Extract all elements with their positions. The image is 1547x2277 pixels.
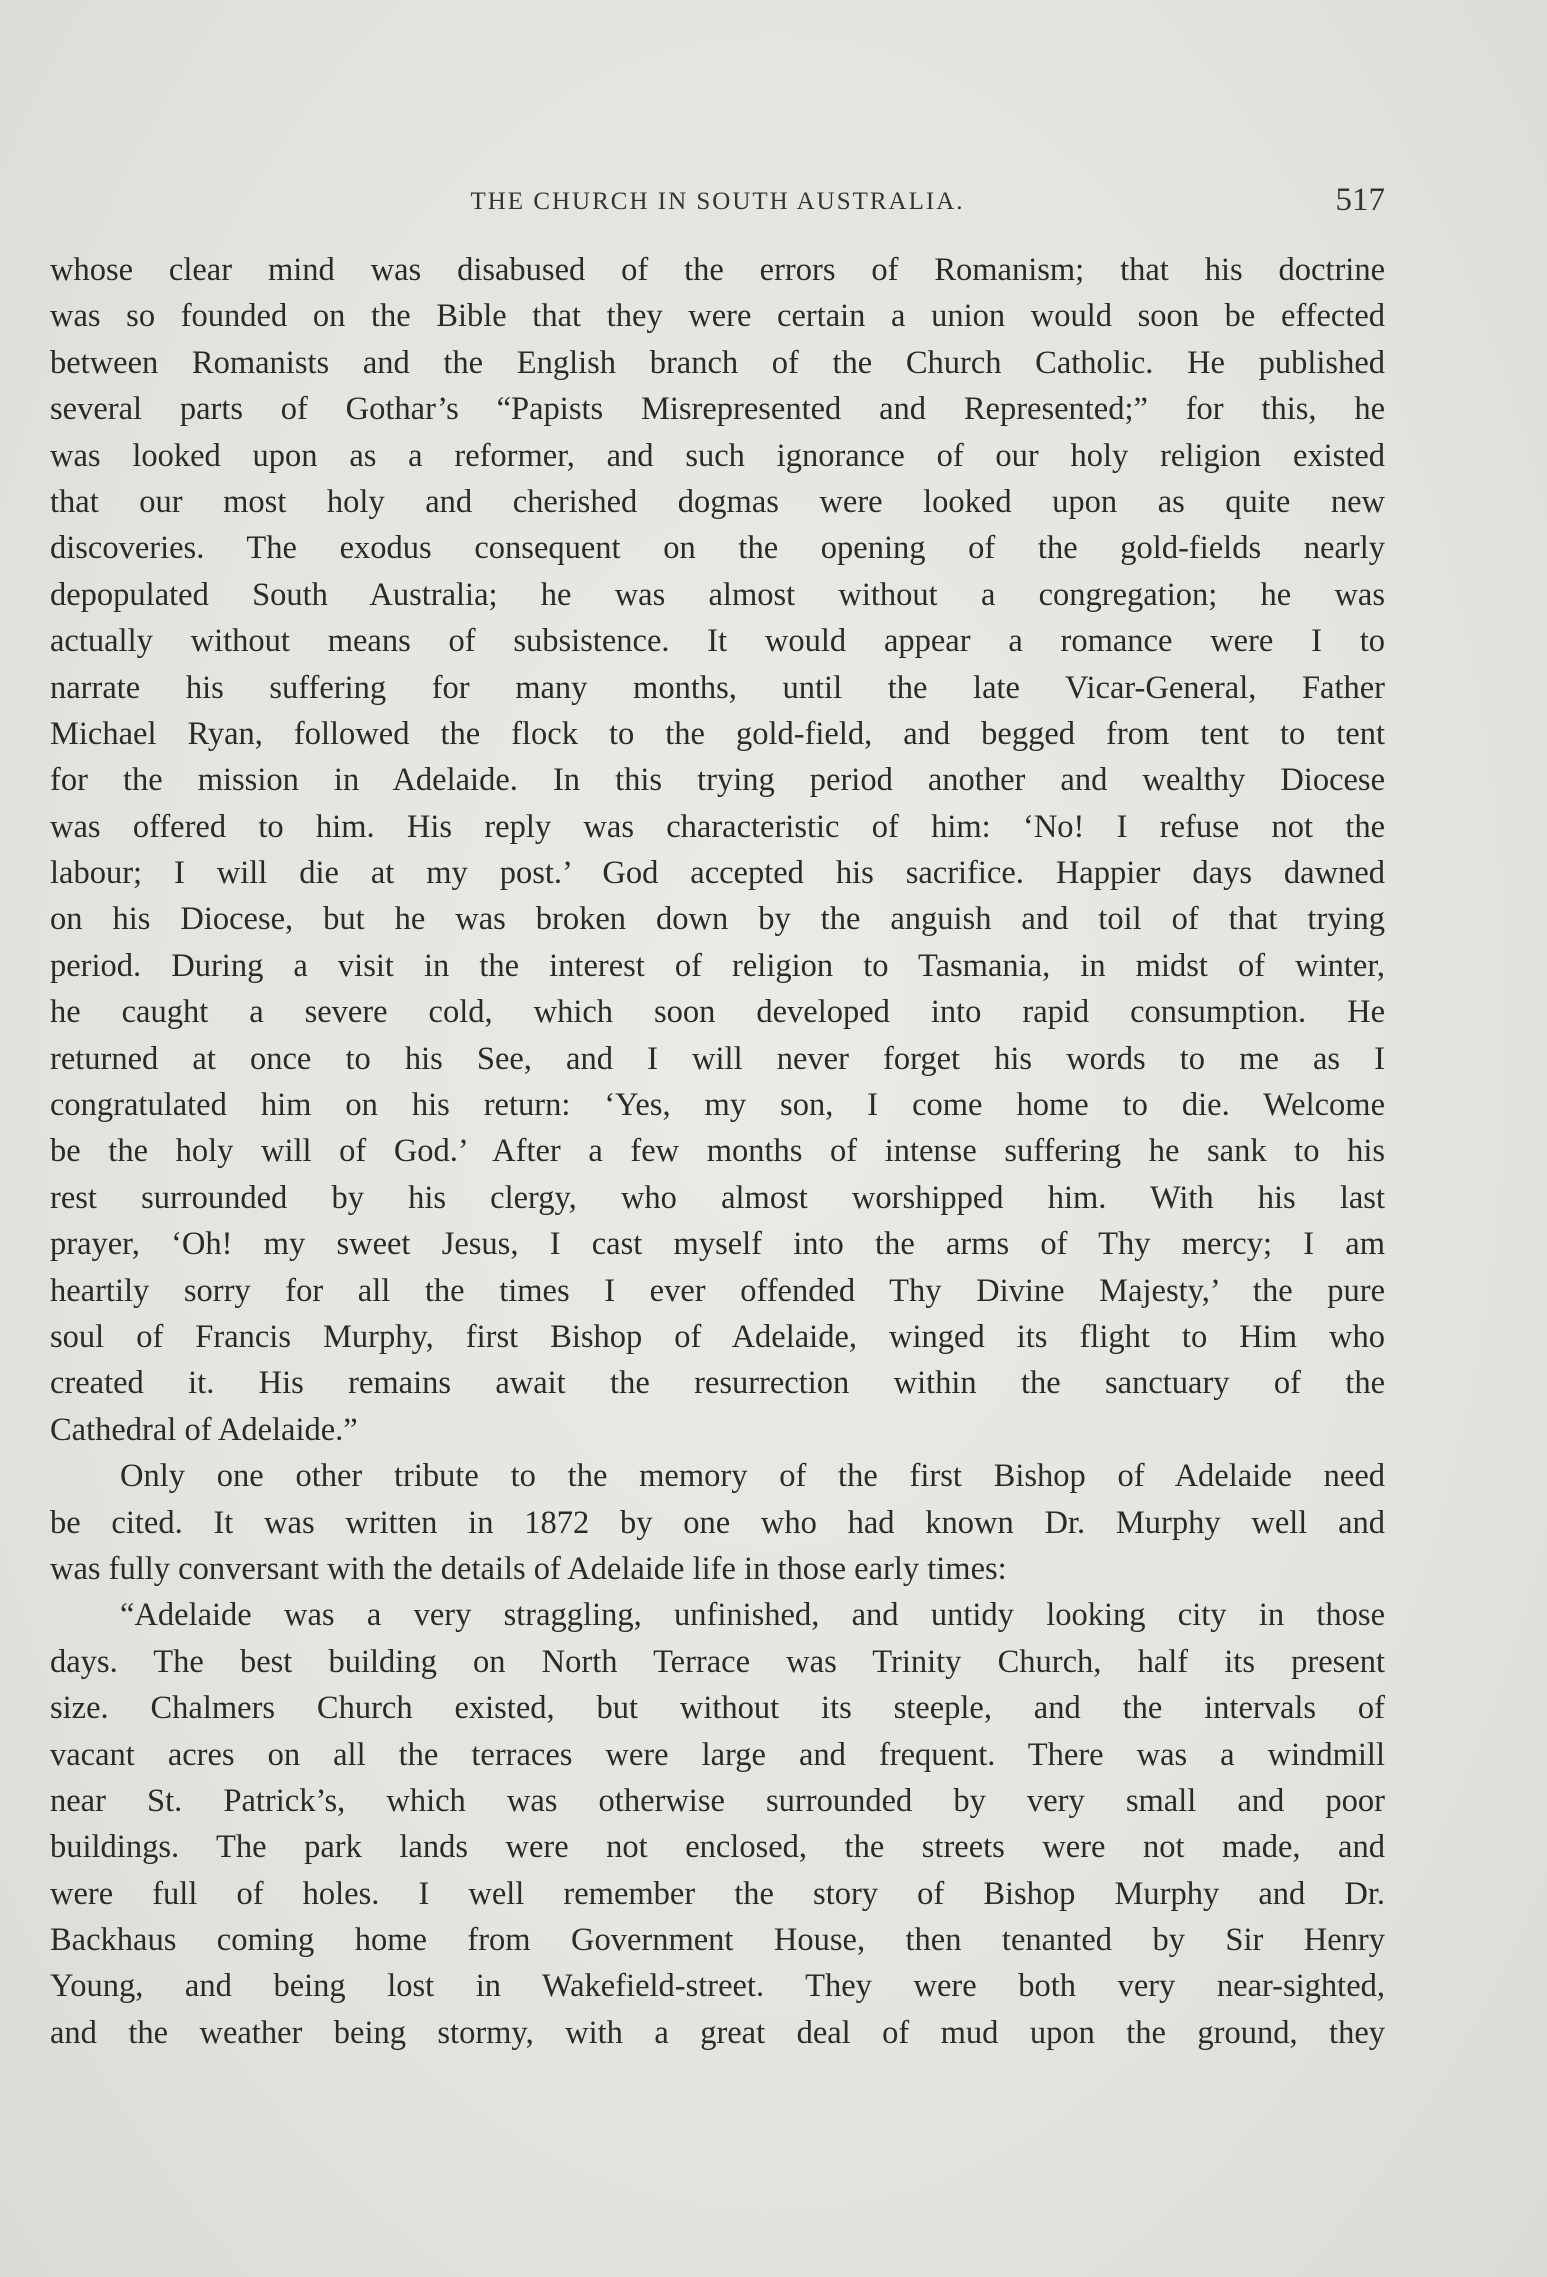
text-line: was fully conversant with the details of Adelaide life in those early times: xyxy=(50,1550,1007,1587)
text-line: actually without means of subsistence. It would appear a romance were I to xyxy=(50,623,1385,660)
text-line: be the holy will of God.’ After a few months of intense suffering he sank to his xyxy=(50,1133,1385,1170)
text-line: labour; I will die at my post.’ God accepted his sacrifice. Happier days dawned xyxy=(50,855,1385,892)
page-number: 517 xyxy=(1335,182,1385,218)
text-line: that our most holy and cherished dogmas were looked upon as quite new xyxy=(50,483,1385,520)
text-line: size. Chalmers Church existed, but without its steeple, and the intervals of xyxy=(50,1690,1385,1727)
text-line: was looked upon as a reformer, and such ignorance of our holy religion existed xyxy=(50,437,1385,474)
text-line: buildings. The park lands were not enclosed, the streets were not made, and xyxy=(50,1829,1385,1866)
text-line: whose clear mind was disabused of the errors of Romanism; that his doctrine xyxy=(50,252,1385,288)
running-head xyxy=(50,182,1385,232)
text-line: Michael Ryan, followed the flock to the gold-field, and begged from tent to tent xyxy=(50,715,1385,752)
text-line: congratulated him on his return: ‘Yes, my son, I come home to die. Welcome xyxy=(50,1087,1385,1124)
text-line: Young, and being lost in Wakefield-street. They were both very near-sighted, xyxy=(50,1968,1385,2005)
text-line: Only one other tribute to the memory of the first Bishop of Adelaide need xyxy=(120,1458,1385,1495)
body-text xyxy=(50,247,1385,2056)
text-line: on his Diocese, but he was broken down by the anguish and toil of that trying xyxy=(50,901,1385,938)
text-line: narrate his suffering for many months, until the late Vicar-General, Father xyxy=(50,669,1385,706)
text-line: was so founded on the Bible that they were certain a union would soon be effected xyxy=(50,298,1385,335)
text-line: “Adelaide was a very straggling, unfinished, and untidy looking city in those xyxy=(120,1597,1385,1634)
text-line: Backhaus coming home from Government House, then tenanted by Sir Henry xyxy=(50,1922,1385,1959)
text-line: near St. Patrick’s, which was otherwise surrounded by very small and poor xyxy=(50,1782,1385,1819)
text-line: Cathedral of Adelaide.” xyxy=(50,1411,358,1448)
text-line: rest surrounded by his clergy, who almost worshipped him. With his last xyxy=(50,1179,1385,1216)
text-line: between Romanists and the English branch of the Church Catholic. He published xyxy=(50,344,1385,381)
text-line: period. During a visit in the interest of religion to Tasmania, in midst of winter, xyxy=(50,947,1385,984)
text-line: he caught a severe cold, which soon developed into rapid consumption. He xyxy=(50,994,1385,1031)
text-line: days. The best building on North Terrace was Trinity Church, half its present xyxy=(50,1643,1385,1680)
text-line: created it. His remains await the resurrection within the sanctuary of the xyxy=(50,1365,1385,1402)
text-line: and the weather being stormy, with a great deal of mud upon the ground, they xyxy=(50,2014,1385,2051)
text-line: returned at once to his See, and I will never forget his words to me as I xyxy=(50,1040,1385,1077)
text-line: heartily sorry for all the times I ever offended Thy Divine Majesty,’ the pure xyxy=(50,1272,1385,1309)
text-line: several parts of Gothar’s “Papists Misrepresented and Represented;” for this, he xyxy=(50,391,1385,428)
text-line: was offered to him. His reply was characteristic of him: ‘No! I refuse not the xyxy=(50,808,1385,845)
text-line: for the mission in Adelaide. In this trying period another and wealthy Diocese xyxy=(50,762,1385,799)
text-line: be cited. It was written in 1872 by one who had known Dr. Murphy well and xyxy=(50,1504,1385,1541)
text-line: vacant acres on all the terraces were large and frequent. There was a windmill xyxy=(50,1736,1385,1773)
running-title: THE CHURCH IN SOUTH AUSTRALIA. xyxy=(470,188,965,215)
text-line: were full of holes. I well remember the story of Bishop Murphy and Dr. xyxy=(50,1875,1385,1912)
text-line: discoveries. The exodus consequent on the opening of the gold-fields nearly xyxy=(50,530,1385,567)
text-line: prayer, ‘Oh! my sweet Jesus, I cast myself into the arms of Thy mercy; I am xyxy=(50,1226,1385,1263)
text-line: depopulated South Australia; he was almost without a congregation; he was xyxy=(50,576,1385,613)
text-line: soul of Francis Murphy, first Bishop of Adelaide, winged its flight to Him who xyxy=(50,1318,1385,1355)
